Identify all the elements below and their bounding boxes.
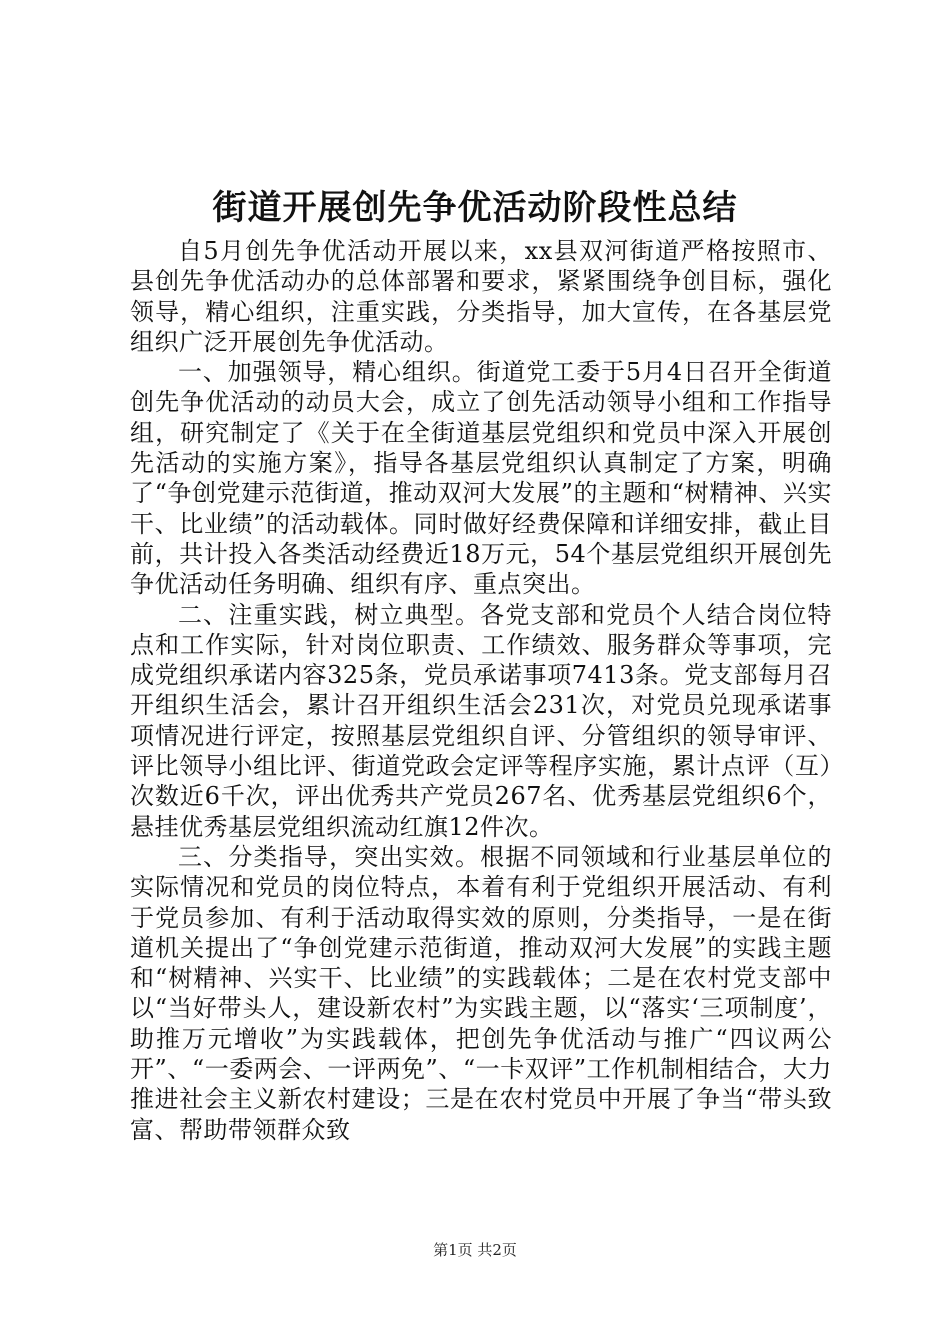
document-body	[130, 236, 832, 1145]
paragraph-section-1: 一、加强领导，精心组织。街道党工委于5月4日召开全街道创先争优活动的动员大会，成立了创先活动领导小组和工作指导组，研究制定了《关于在全街道基层党组织和党员中深入开展创先活动的实施方案》，指导各基层党组织认真制定了方案，明确了“争创党建示范街道，推动双河大发展”的主题和“树精神、兴实干、比业绩”的活动载体。同时做好经费保障和详细安排，截止目前，共计投入各类活动经费近18万元，54个基层党组织开展创先争优活动任务明确、组织有序、重点突出。	[130, 358, 832, 599]
document-title: 街道开展创先争优活动阶段性总结	[212, 188, 738, 228]
paragraph-intro: 自5月创先争优活动开展以来，xx县双河街道严格按照市、县创先争优活动办的总体部署和要求，紧紧围绕争创目标，强化领导，精心组织，注重实践，分类指导，加大宣传，在各基层党组织广泛开展创先争优活动。	[130, 237, 832, 356]
page-number-footer: 第1页 共2页	[433, 1241, 517, 1259]
paragraph-section-3: 三、分类指导，突出实效。根据不同领域和行业基层单位的实际情况和党员的岗位特点，本着有利于党组织开展活动、有利于党员参加、有利于活动取得实效的原则，分类指导，一是在街道机关提出了“争创党建示范街道，推动双河大发展”的实践主题和“树精神、兴实干、比业绩”的实践载体；二是在农村党支部中以“当好带头人，建设新农村”为实践主题，以“落实‘三项制度’，助推万元增收”为实践载体，把创先争优活动与推广“四议两公开”、“一委两会、一评两免”、“一卡双评”工作机制相结合，大力推进社会主义新农村建设；三是在农村党员中开展了争当“带头致富、帮助带领群众致	[130, 842, 832, 1144]
paragraph-section-2: 二、注重实践，树立典型。各党支部和党员个人结合岗位特点和工作实际，针对岗位职责、工作绩效、服务群众等事项，完成党组织承诺内容325条，党员承诺事项7413条。党支部每月召开组织生活会，累计召开组织生活会231次，对党员兑现承诺事项情况进行评定，按照基层党组织自评、分管组织的领导审评、评比领导小组比评、街道党政会定评等程序实施，累计点评（互）次数近6千次，评出优秀共产党员267名、优秀基层党组织6个，悬挂优秀基层党组织流动红旗12件次。	[130, 600, 832, 841]
